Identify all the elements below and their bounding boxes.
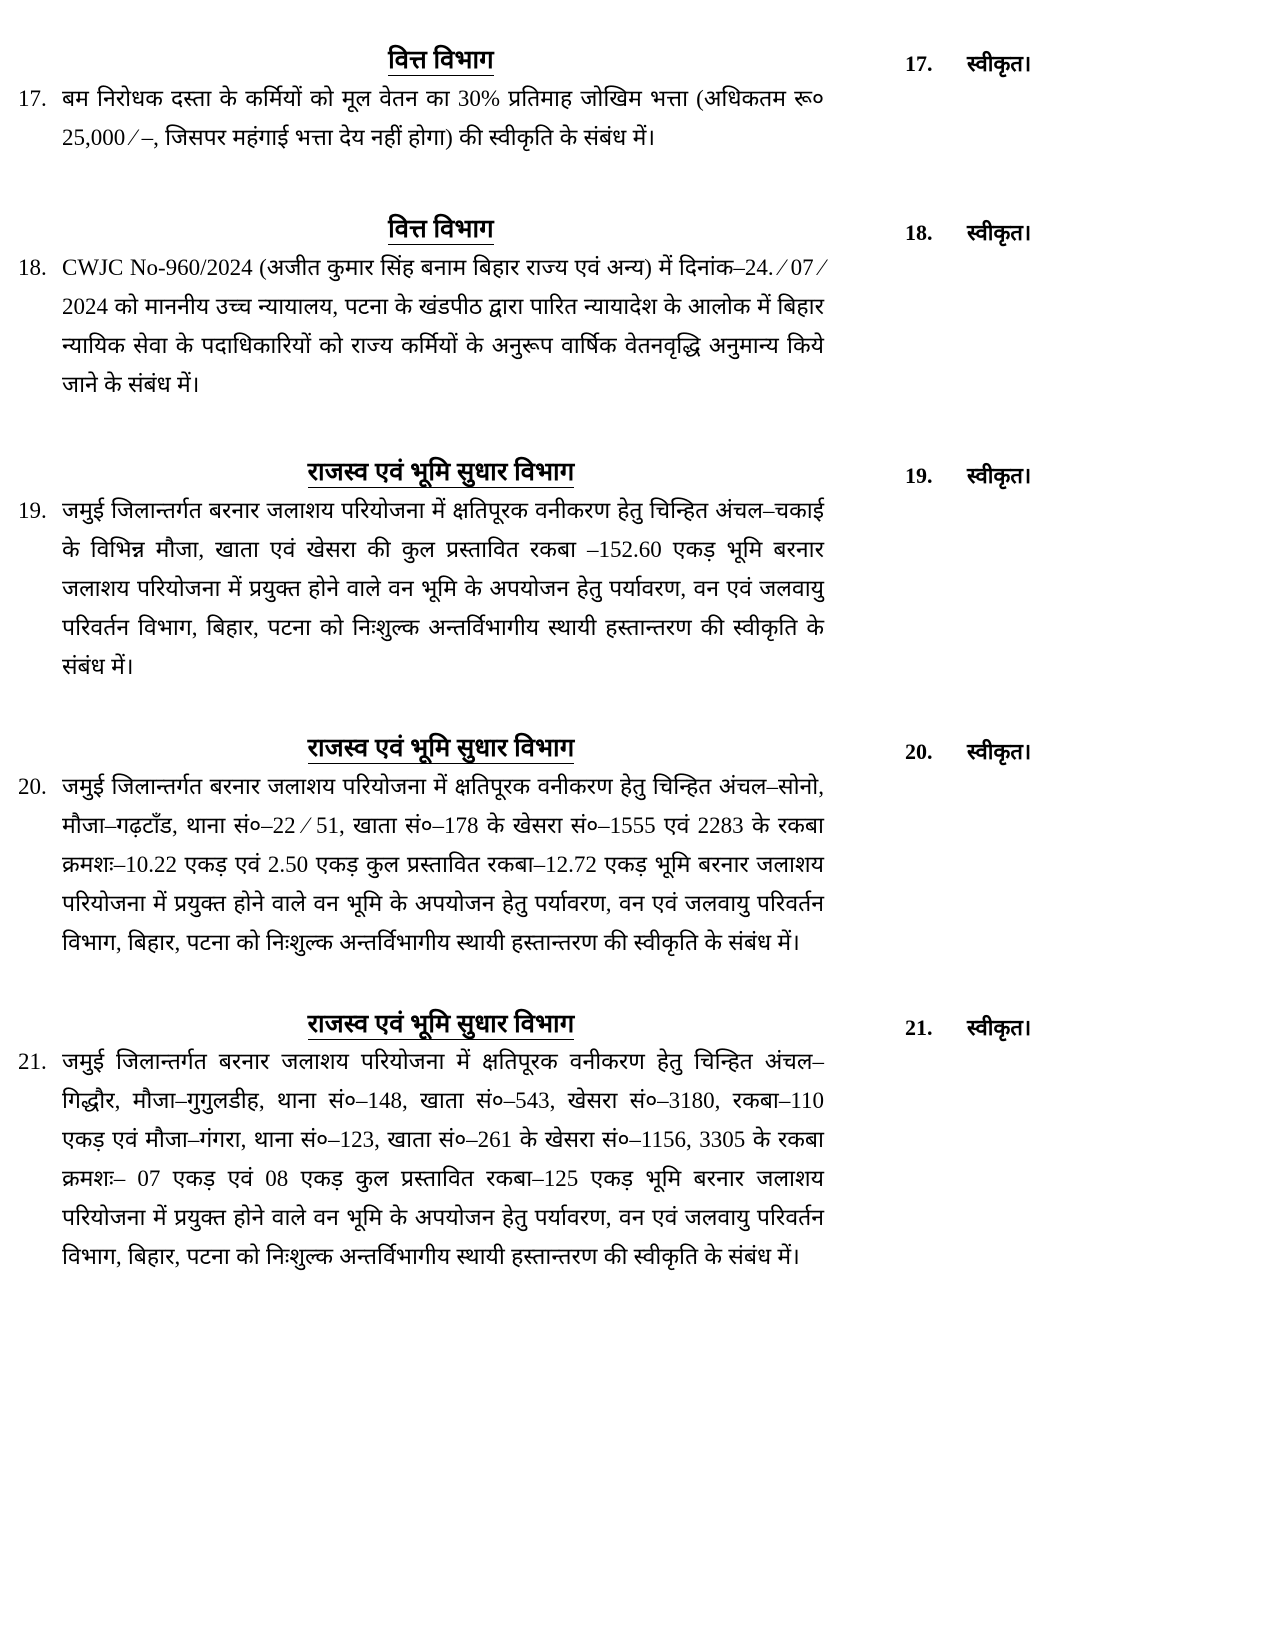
agenda-entry xyxy=(0,213,1275,404)
entry-spacer xyxy=(0,962,1275,1008)
entry-text: बम निरोधक दस्ता के कर्मियों को मूल वेतन का 30% प्रतिमाह जोखिम भत्ता (अधिकतम रू० 25,000 ⁄ –, जिसपर महंगाई भत्ता देय नहीं होगा) की स्वीकृति के संबंध में। xyxy=(62,85,824,150)
decision-number: 18. xyxy=(905,219,933,245)
department-heading-text: राजस्व एवं भूमि सुधार विभाग xyxy=(307,456,575,486)
entry-number: 21. xyxy=(18,1049,47,1075)
entry-spacer xyxy=(0,404,1275,456)
entry-spacer xyxy=(0,157,1275,213)
entry-description-column xyxy=(0,456,880,686)
department-heading xyxy=(0,1008,880,1040)
department-heading xyxy=(0,732,880,764)
decision-row xyxy=(905,1008,1275,1047)
entry-description-column xyxy=(0,1008,880,1277)
entry-text: जमुई जिलान्तर्गत बरनार जलाशय परियोजना में क्षतिपूरक वनीकरण हेतु चिन्हित अंचल–चकाई के विभिन्न मौजा, खाता एवं खेसरा की कुल प्रस्तावित रकबा –152.60 एकड़ भूमि बरनार जलाशय परियोजना में प्रयुक्त होने वाले वन भूमि के अपयोजन हेतु पर्यावरण, वन एवं जलवायु परिवर्तन विभाग, बिहार, पटना को निःशुल्क अन्तर्विभागीय स्थायी हस्तान्तरण की स्वीकृति के संबंध में। xyxy=(62,497,824,679)
entry-number: 19. xyxy=(18,497,47,523)
decision-status: स्वीकृत। xyxy=(967,462,1032,488)
department-heading xyxy=(0,456,880,488)
department-heading xyxy=(0,44,880,76)
entry-decision-column xyxy=(880,1008,1275,1047)
decision-status: स्वीकृत। xyxy=(967,738,1032,764)
entry-number: 18. xyxy=(18,254,47,280)
entry-decision-column xyxy=(880,44,1275,83)
entry-body xyxy=(0,491,880,686)
department-heading-text: वित्त विभाग xyxy=(388,213,494,243)
decision-status: स्वीकृत। xyxy=(967,1014,1032,1040)
decision-number: 20. xyxy=(905,738,933,764)
entry-text: CWJC No-960/2024 (अजीत कुमार सिंह बनाम बिहार राज्य एवं अन्य) में दिनांक–24. ⁄ 07 ⁄ 2024 को माननीय उच्च न्यायालय, पटना के खंडपीठ द्वारा पारित न्यायादेश के आलोक में बिहार न्यायिक सेवा के पदाधिकारियों को राज्य कर्मियों के अनुरूप वार्षिक वेतनवृद्धि अनुमान्य किये जाने के संबंध में। xyxy=(62,254,824,397)
department-heading-text: राजस्व एवं भूमि सुधार विभाग xyxy=(307,732,575,762)
entry-decision-column xyxy=(880,732,1275,771)
department-heading xyxy=(0,213,880,245)
decision-number: 17. xyxy=(905,51,933,76)
entry-decision-column xyxy=(880,456,1275,495)
decision-number: 19. xyxy=(905,462,933,488)
agenda-entry xyxy=(0,456,1275,686)
entry-body xyxy=(0,767,880,962)
agenda-entry xyxy=(0,732,1275,962)
decision-number: 21. xyxy=(905,1014,933,1040)
decision-row xyxy=(905,213,1275,252)
entry-spacer xyxy=(0,686,1275,732)
entry-decision-column xyxy=(880,213,1275,252)
agenda-entry xyxy=(0,1008,1275,1277)
entry-text: जमुई जिलान्तर्गत बरनार जलाशय परियोजना में क्षतिपूरक वनीकरण हेतु चिन्हित अंचल–सोनो, मौजा–गढ़टाँड, थाना सं०–22 ⁄ 51, खाता सं०–178 के खेसरा सं०–1555 एवं 2283 के रकबा क्रमशः–10.22 एकड़ एवं 2.50 एकड़ कुल प्रस्तावित रकबा–12.72 एकड़ भूमि बरनार जलाशय परियोजना में प्रयुक्त होने वाले वन भूमि के अपयोजन हेतु पर्यावरण, वन एवं जलवायु परिवर्तन विभाग, बिहार, पटना को निःशुल्क अन्तर्विभागीय स्थायी हस्तान्तरण की स्वीकृति के संबंध में। xyxy=(62,773,824,955)
entry-description-column xyxy=(0,213,880,404)
department-heading-text: राजस्व एवं भूमि सुधार विभाग xyxy=(307,1008,575,1038)
decision-status: स्वीकृत। xyxy=(967,219,1032,245)
decision-row xyxy=(905,44,1275,83)
decision-row xyxy=(905,456,1275,495)
entry-body xyxy=(0,79,880,157)
entry-number: 20. xyxy=(18,773,47,799)
entry-text: जमुई जिलान्तर्गत बरनार जलाशय परियोजना में क्षतिपूरक वनीकरण हेतु चिन्हित अंचल–गिद्धौर, मौजा–गुगुलडीह, थाना सं०–148, खाता सं०–543, खेसरा सं०–3180, रकबा–110 एकड़ एवं मौजा–गंगरा, थाना सं०–123, खाता सं०–261 के खेसरा सं०–1156, 3305 के रकबा क्रमशः– 07 एकड़ एवं 08 एकड़ कुल प्रस्तावित रकबा–125 एकड़ भूमि बरनार जलाशय परियोजना में प्रयुक्त होने वाले वन भूमि के अपयोजन हेतु पर्यावरण, वन एवं जलवायु परिवर्तन विभाग, बिहार, पटना को निःशुल्क अन्तर्विभागीय स्थायी हस्तान्तरण की स्वीकृति के संबंध में। xyxy=(62,1049,824,1270)
entry-description-column xyxy=(0,732,880,962)
agenda-list xyxy=(0,44,1275,1276)
entry-number: 17. xyxy=(18,85,47,111)
decision-status: स्वीकृत। xyxy=(967,51,1032,76)
entry-body xyxy=(0,248,880,404)
entry-description-column xyxy=(0,44,880,157)
entry-body xyxy=(0,1042,880,1276)
agenda-entry xyxy=(0,44,1275,157)
decision-row xyxy=(905,732,1275,771)
department-heading-text: वित्त विभाग xyxy=(388,45,494,74)
